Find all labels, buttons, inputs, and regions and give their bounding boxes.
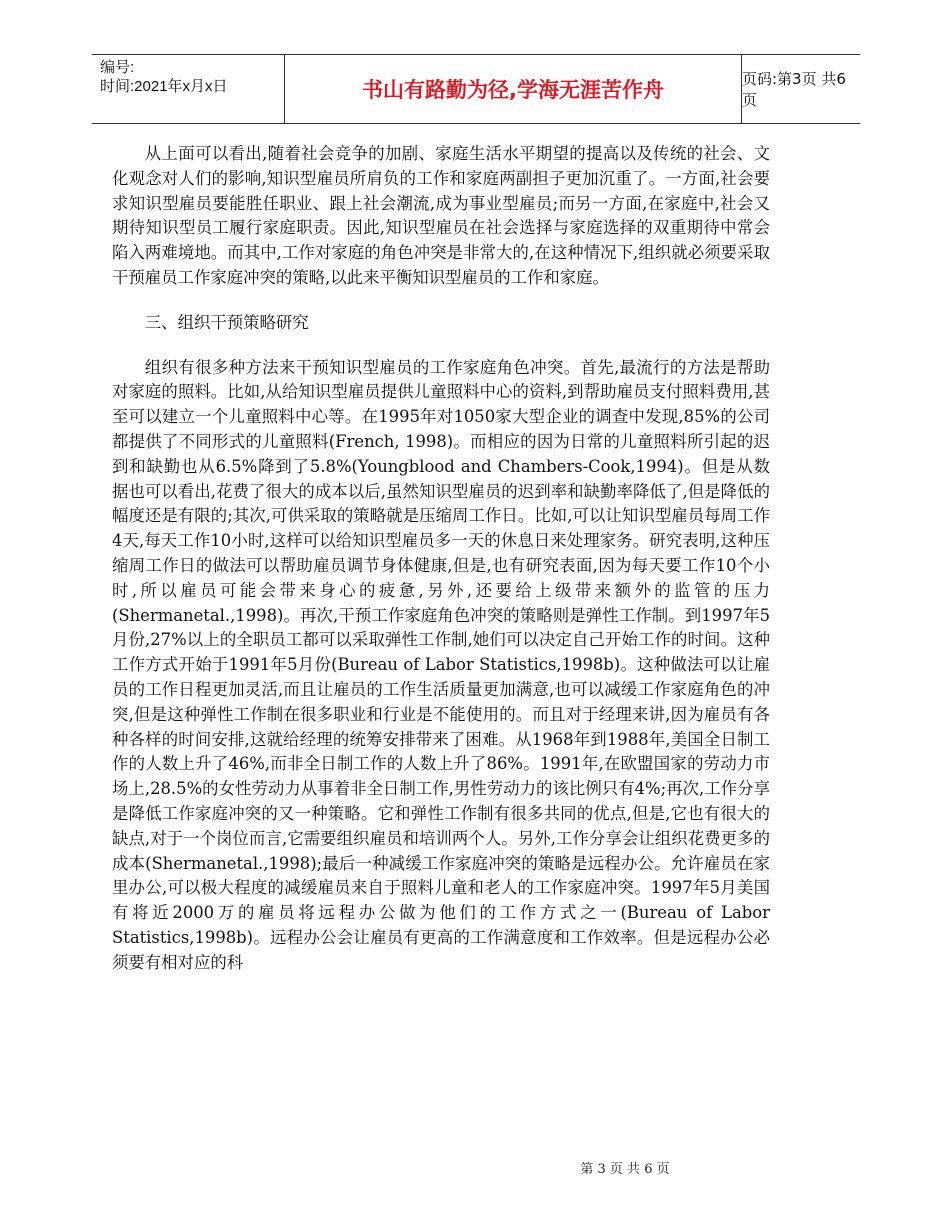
paragraph-2: 组织有很多种方法来干预知识型雇员的工作家庭角色冲突。首先,最流行的方法是帮助对家庭的照料。比如,从给知识型雇员提供儿童照料中心的资料,到帮助雇员支付照料费用,甚至可以建立一个儿童照料中心等。在1995年对1050家大型企业的调查中发现,85%的公司都提供了不同形式的儿童照料(French, 1998)。而相应的因为日常的儿童照料所引起的迟到和缺勤也从6.5%降到了5.8%(Youngblood and Chambers-Cook,1994)。但是从数据也可以看出,花费了很大的成本以后,虽然知识型雇员的迟到率和缺勤率降低了,但是降低的幅度还是有限的;其次,可供采取的策略就是压缩周工作日。比如,可以让知识型雇员每周工作4天,每天工作10小时,这样可以给知识型雇员多一天的休息日来处理家务。研究表明,这种压缩周工作日的做法可以帮助雇员调节身体健康,但是,也有研究表面,因为每天要工作10个小时,所以雇员可能会带来身心的疲惫,另外,还要给上级带来额外的监管的压力(Shermanetal.,1998)。再次,干预工作家庭角色冲突的策略则是弹性工作制。到1997年5月份,27%以上的全职员工都可以采取弹性工作制,她们可以决定自己开始工作的时间。这种工作方式开始于1991年5月份(Bureau of Labor Statistics,1998b)。这种做法可以让雇员的工作日程更加灵活,而且让雇员的工作生活质量更加满意,也可以减缓工作家庭角色的冲突,但是这种弹性工作制在很多职业和行业是不能使用的。而且对于经理来讲,因为雇员有各种各样的时间安排,这就给经理的统筹安排带来了困难。从1968年到1988年,美国全日制工作的人数上升了46%,而非全日制工作的人数上升了86%。1991年,在欧盟国家的劳动力市场上,28.5%的女性劳动力从事着非全日制工作,男性劳动力的该比例只有4%;再次,工作分享是降低工作家庭冲突的又一种策略。它和弹性工作制有很多共同的优点,但是,它也有很大的缺点,对于一个岗位而言,它需要组织雇员和培训两个人。另外,工作分享会让组织花费更多的成本(Shermanetal.,1998);最后一种减缓工作家庭冲突的策略是远程办公。允许雇员在家里办公,可以极大程度的减缓雇员来自于照料儿童和老人的工作家庭冲突。1997年5月美国有将近2000万的雇员将远程办公做为他们的工作方式之一(Bureau of Labor Statistics,1998b)。远程办公会让雇员有更高的工作满意度和工作效率。但是远程办公必须要有相对应的科: [112, 357, 770, 972]
header-meta: [92, 55, 284, 123]
page-footer: [0, 1158, 950, 1177]
paragraph-1: 从上面可以看出,随着社会竞争的加剧、家庭生活水平期望的提高以及传统的社会、文化观念对人们的影响,知识型雇员所肩负的工作和家庭两副担子更加沉重了。一方面,社会要求知识型雇员要能胜任职业、跟上社会潮流,成为事业型雇员;而另一方面,在家庭中,社会又期待知识型员工履行家庭职责。因此,知识型雇员在社会选择与家庭选择的双重期待中常会陷入两难境地。而其中,工作对家庭的角色冲突是非常大的,在这种情况下,组织就必须要采取干预雇员工作家庭冲突的策略,以此来平衡知识型雇员的工作和家庭。: [112, 144, 770, 287]
date-label: 时间:2021年x月x日: [100, 78, 228, 95]
code-label: 编号:: [100, 59, 135, 76]
footer-page-number: 第 3 页 共 6 页: [580, 1162, 670, 1177]
header-motto: 书山有路勤为径,学海无涯苦作舟: [284, 55, 742, 123]
section-heading: 三、组织干预策略研究: [144, 312, 309, 332]
page-header: [92, 54, 860, 124]
header-page-info: 页码:第3页 共6页: [742, 70, 846, 109]
document-body: [112, 142, 770, 976]
